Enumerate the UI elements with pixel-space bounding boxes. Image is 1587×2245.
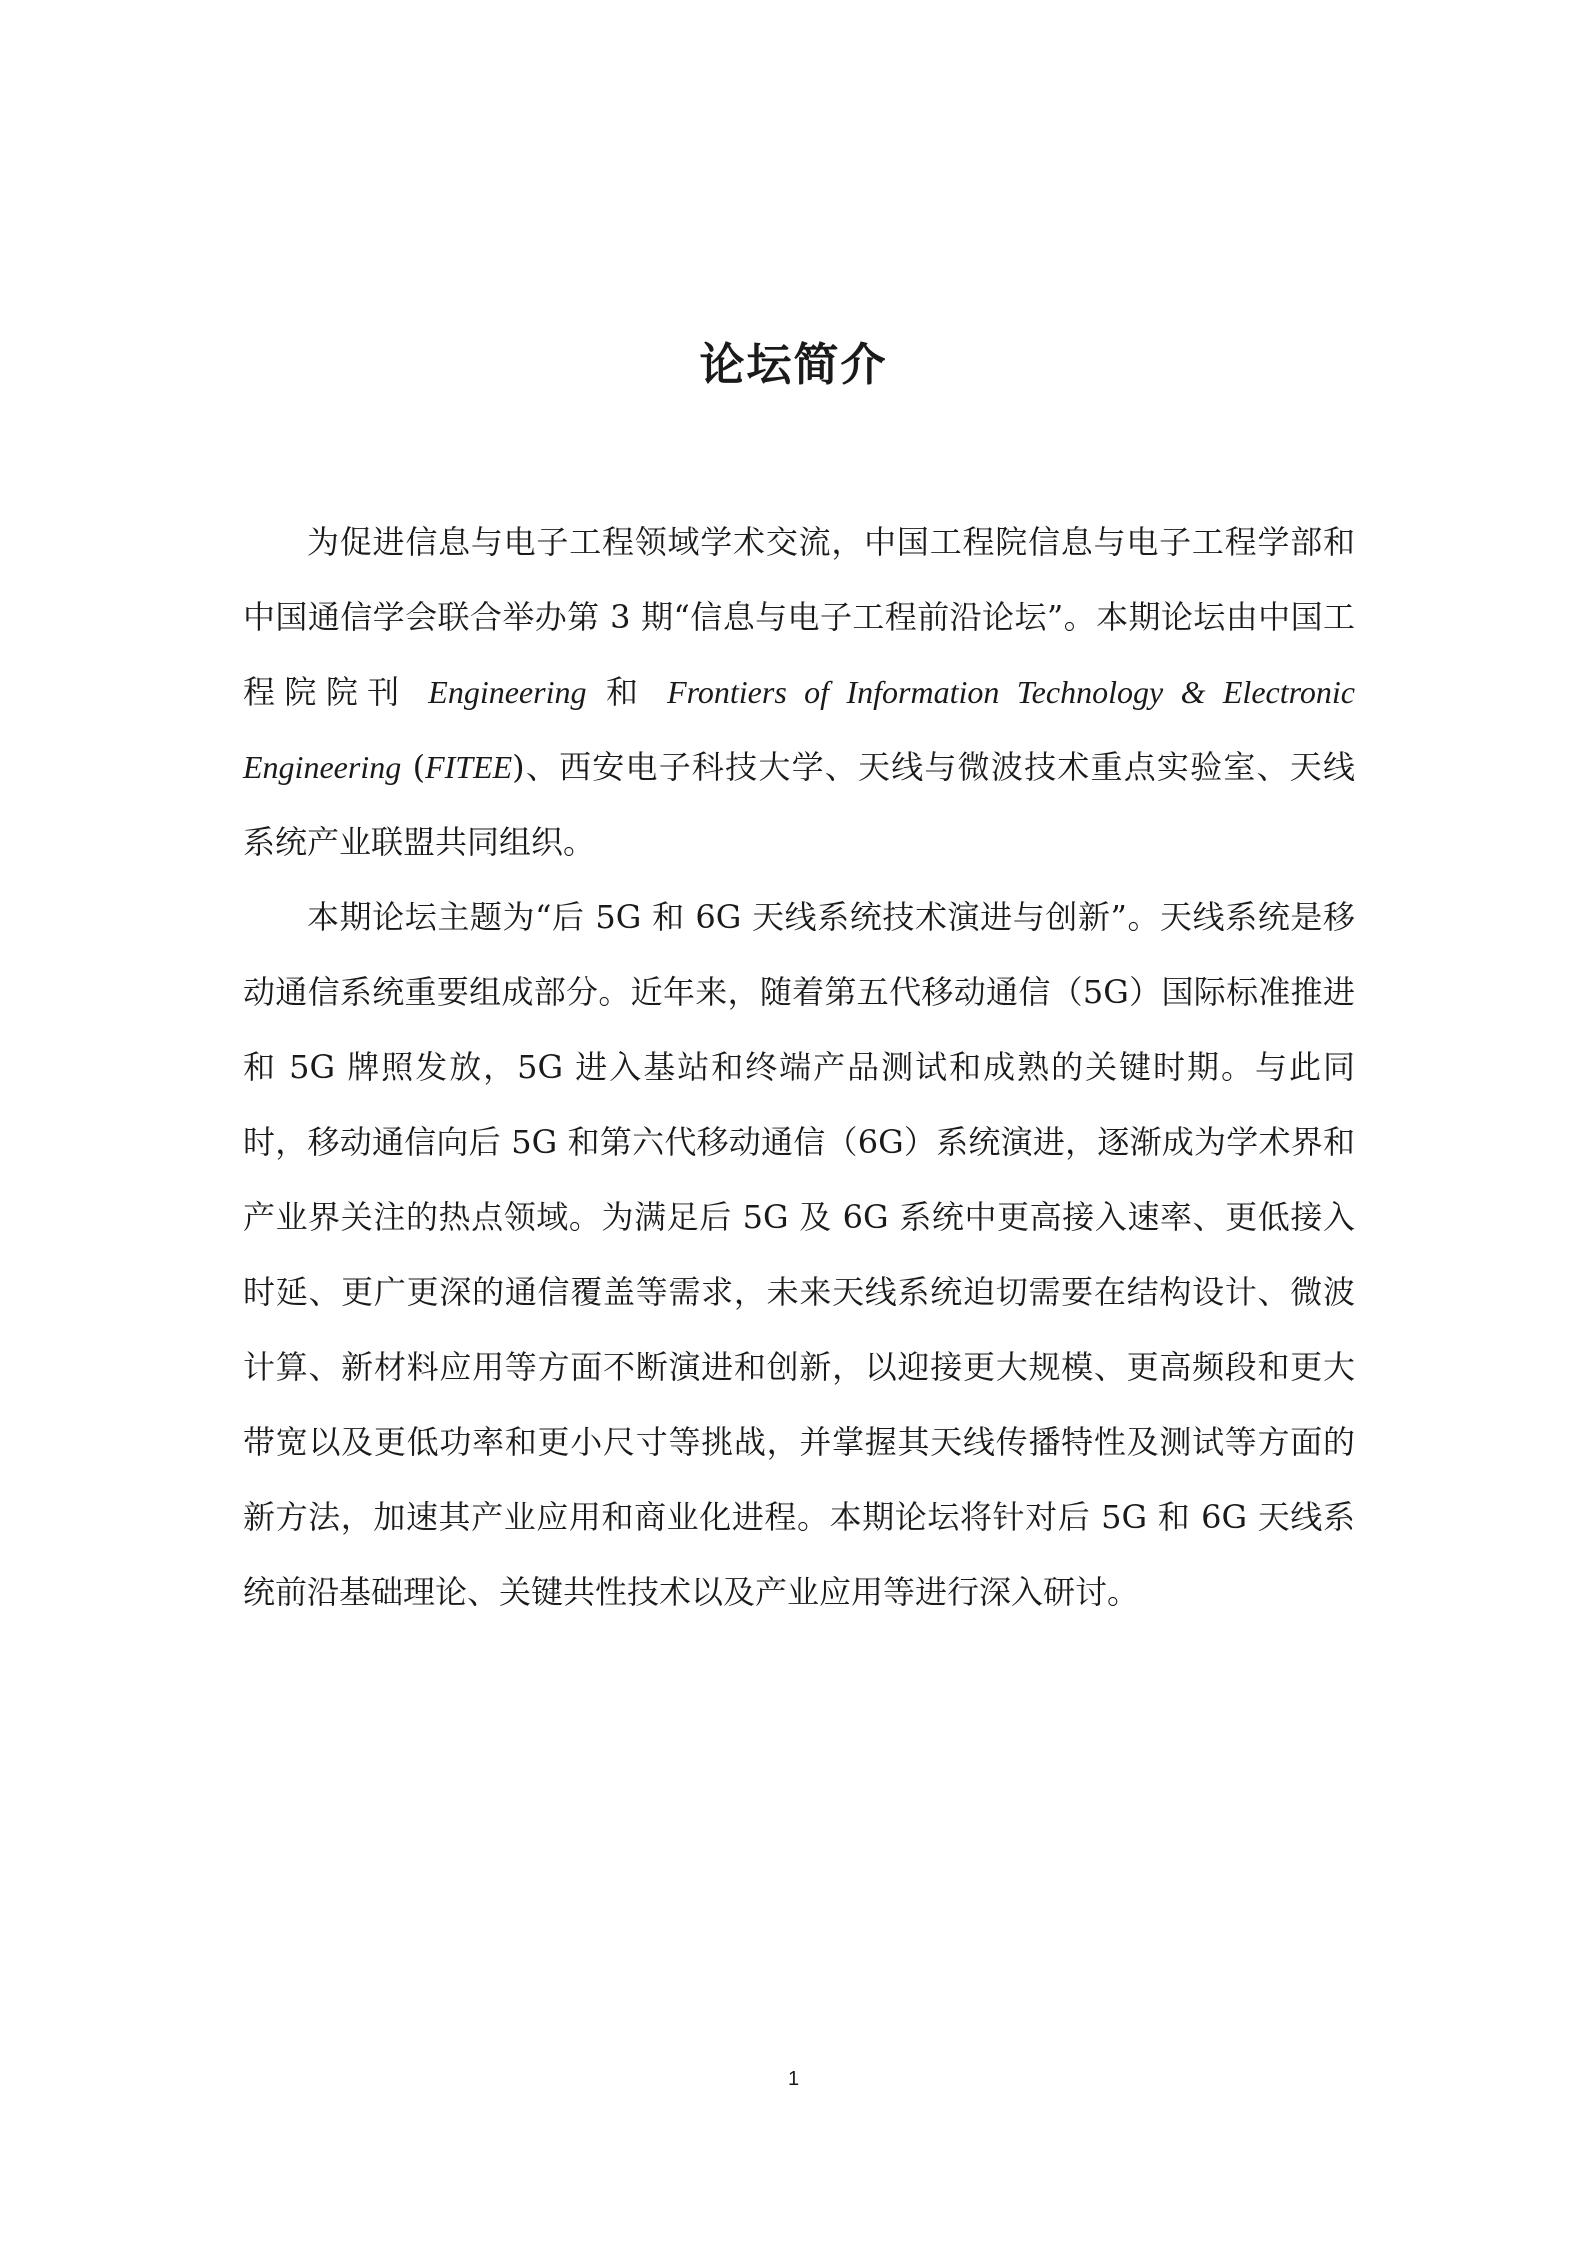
body-text (243, 505, 1355, 1630)
page-number: 1 (787, 2068, 800, 2090)
journal-name-engineering: Engineering (428, 674, 587, 710)
intro-text-4: )、西安电子科技大学、天线与微波技术重点实验室、天线系统产业联盟共同组织。 (243, 748, 1355, 861)
paragraph-theme: 本期论坛主题为“后 5G 和 6G 天线系统技术演进与创新”。天线系统是移动通信系统重要组成部分。近年来，随着第五代移动通信（5G）国际标准推进和 5G 牌照发放，5G 进入基站和终端产品测试和成熟的关键时期。与此同时，移动通信向后 5G 和第六代移动通信（6G）系统演进，逐渐成为学术界和产业界关注的热点领域。为满足后 5G 及 6G 系统中更高接入速率、更低接入时延、更广更深的通信覆盖等需求，未来天线系统迫切需要在结构设计、微波计算、新材料应用等方面不断演进和创新，以迎接更大规模、更高频段和更大带宽以及更低功率和更小尺寸等挑战，并掌握其天线传播特性及测试等方面的新方法，加速其产业应用和商业化进程。本期论坛将针对后 5G 和 6G 天线系统前沿基础理论、关键共性技术以及产业应用等进行深入研讨。 (243, 898, 1355, 1611)
intro-text-2: 和 (586, 673, 668, 711)
page-title: 论坛简介 (699, 338, 888, 391)
intro-text-3: ( (401, 748, 426, 786)
paragraph-intro (243, 505, 1355, 880)
journal-name-fitee: Frontiers of Information Technology & Electronic Engineering (243, 674, 1355, 785)
journal-abbr-fitee: FITEE (425, 749, 513, 785)
intro-text-1: 为促进信息与电子工程领域学术交流，中国工程院信息与电子工程学部和中国通信学会联合举办第 3 期“信息与电子工程前沿论坛”。本期论坛由中国工程院院刊 (243, 523, 1355, 711)
